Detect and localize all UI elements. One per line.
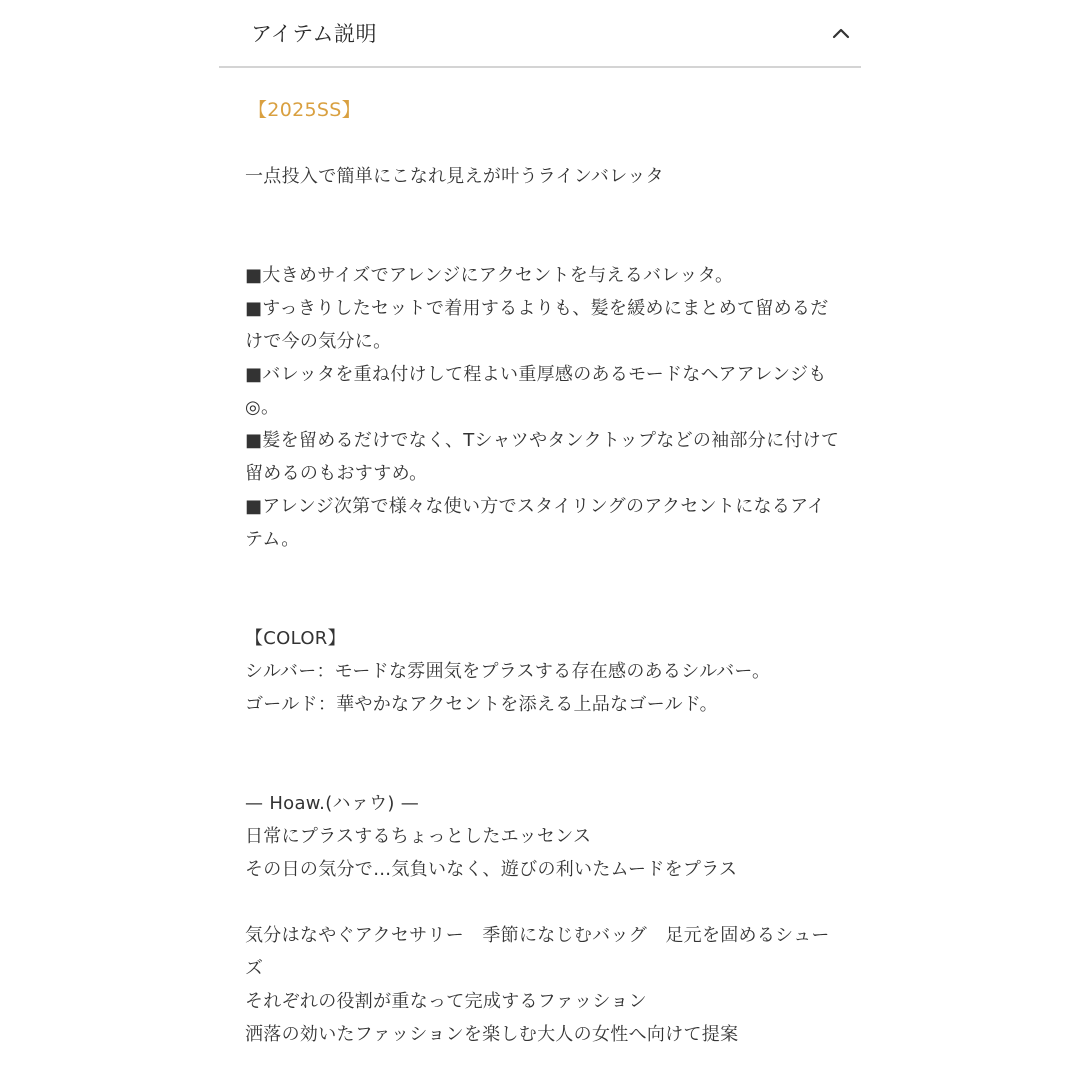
brand-line: 洒落の効いたファッションを楽しむ大人の女性へ向けて提案 bbox=[245, 1024, 739, 1045]
headline: 一点投入で簡単にこなれ見えが叶うラインバレッタ bbox=[245, 166, 664, 187]
brand-line: 気分はなやぐアクセサリー 季節になじむバッグ 足元を固めるシューズ bbox=[245, 925, 830, 979]
color-heading: 【COLOR】 bbox=[245, 628, 346, 649]
brand-line: 日常にプラスするちょっとしたエッセンス bbox=[245, 826, 592, 847]
bullet-item: ■髪を留めるだけでなく、Tシャツやタンクトップなどの袖部分に付けて留めるのもおすすめ。 bbox=[245, 430, 840, 484]
item-description-panel bbox=[219, 0, 861, 1051]
color-item: ゴールド：華やかなアクセントを添える上品なゴールド。 bbox=[245, 694, 718, 715]
brand-line: その日の気分で…気負いなく、遊びの利いたムードをプラス bbox=[245, 859, 738, 880]
brand-line: それぞれの役割が重なって完成するファッション bbox=[245, 991, 647, 1012]
bullet-item: ■大きめサイズでアレンジにアクセントを与えるバレッタ。 bbox=[245, 265, 734, 286]
accordion-header[interactable] bbox=[219, 0, 861, 68]
chevron-up-icon[interactable] bbox=[831, 23, 851, 43]
bullet-item: ■バレッタを重ね付けして程よい重厚感のあるモードなヘアアレンジも◎。 bbox=[245, 364, 827, 418]
color-item: シルバー：モードな雰囲気をプラスする存在感のあるシルバー。 bbox=[245, 661, 771, 682]
accordion-title: アイテム説明 bbox=[251, 22, 378, 46]
description-body bbox=[219, 68, 861, 1051]
brand-heading: — Hoaw.(ハァウ) — bbox=[245, 793, 420, 814]
bullet-item: ■すっきりしたセットで着用するよりも、髪を緩めにまとめて留めるだけで今の気分に。 bbox=[245, 298, 829, 352]
season-tag: 【2025SS】 bbox=[248, 99, 361, 121]
bullet-item: ■アレンジ次第で様々な使い方でスタイリングのアクセントになるアイテム。 bbox=[245, 496, 826, 550]
